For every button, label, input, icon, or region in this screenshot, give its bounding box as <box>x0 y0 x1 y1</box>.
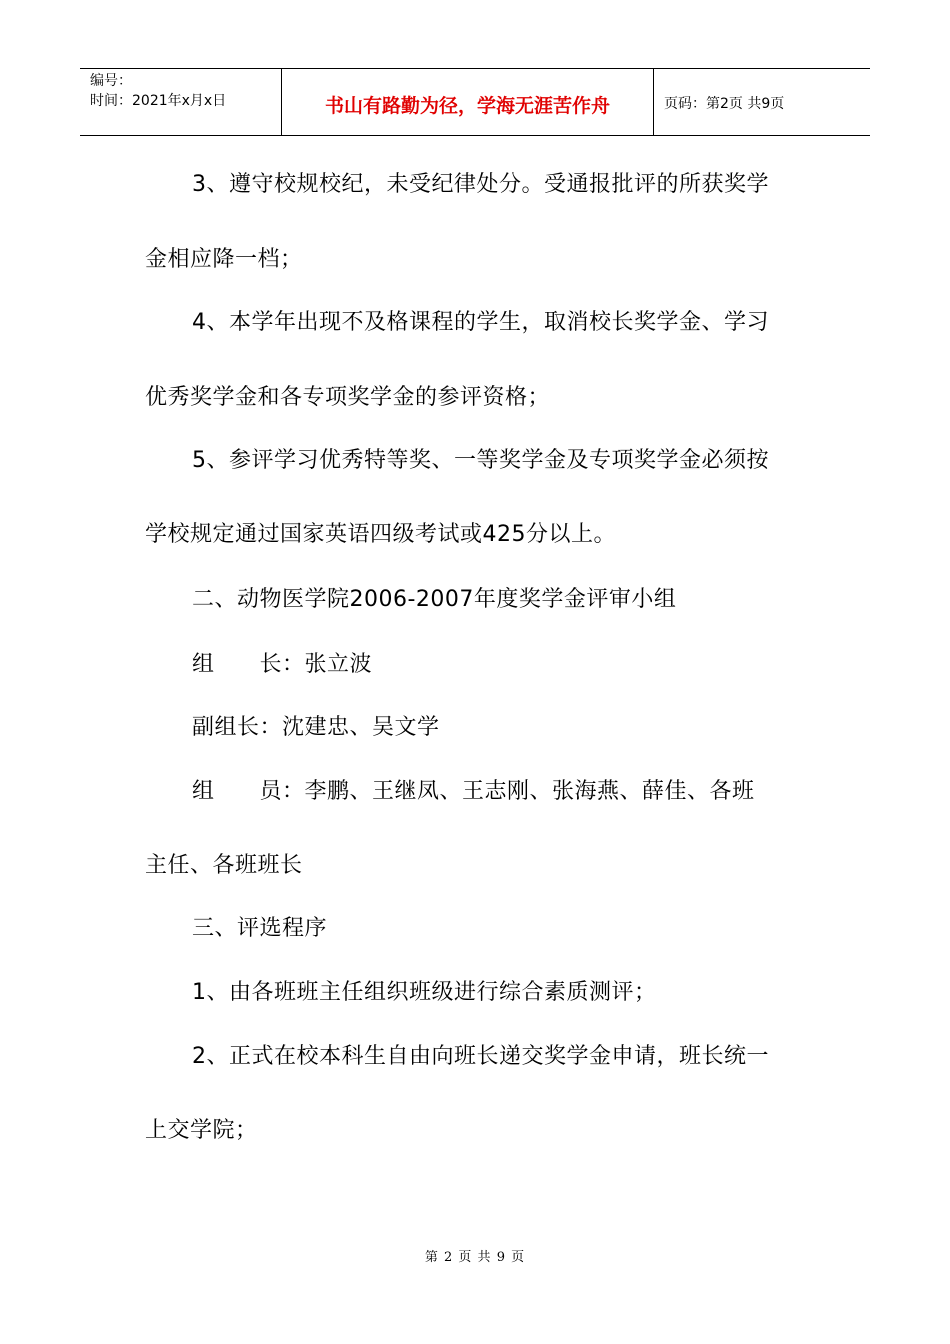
paragraph-line: 1、由各班班主任组织班级进行综合素质测评； <box>192 980 657 1005</box>
paragraph-line: 学校规定通过国家英语四级考试或425分以上。 <box>145 522 616 547</box>
section-heading: 二、动物医学院2006-2007年度奖学金评审小组 <box>192 587 677 612</box>
section-heading: 三、评选程序 <box>192 916 328 941</box>
paragraph-line: 上交学院； <box>145 1118 258 1143</box>
document-date-label: 时间：2021年x月x日 <box>90 93 227 109</box>
committee-members: 组 员：李鹏、王继凤、王志刚、张海燕、薛佳、各班 <box>192 779 755 804</box>
document-number-label: 编号： <box>90 73 132 89</box>
paragraph-line: 优秀奖学金和各专项奖学金的参评资格； <box>145 385 551 410</box>
header-page-info: 页码：第2页 共9页 <box>664 96 785 112</box>
paragraph-line: 4、本学年出现不及格课程的学生，取消校长奖学金、学习 <box>192 310 769 335</box>
paragraph-line: 主任、各班班长 <box>145 853 303 878</box>
committee-deputy: 副组长：沈建忠、吴文学 <box>192 715 440 740</box>
page-footer: 第 2 页 共 9 页 <box>424 1250 526 1265</box>
header-meta <box>80 69 282 135</box>
paragraph-line: 金相应降一档； <box>145 247 303 272</box>
paragraph-line: 3、遵守校规校纪，未受纪律处分。受通报批评的所获奖学 <box>192 172 769 197</box>
header-motto: 书山有路勤为径，学海无涯苦作舟 <box>282 69 654 135</box>
committee-leader: 组 长：张立波 <box>192 652 373 677</box>
paragraph-line: 5、参评学习优秀特等奖、一等奖学金及专项奖学金必须按 <box>192 448 769 473</box>
paragraph-line: 2、正式在校本科生自由向班长递交奖学金申请，班长统一 <box>192 1044 769 1069</box>
page-header <box>80 68 870 136</box>
